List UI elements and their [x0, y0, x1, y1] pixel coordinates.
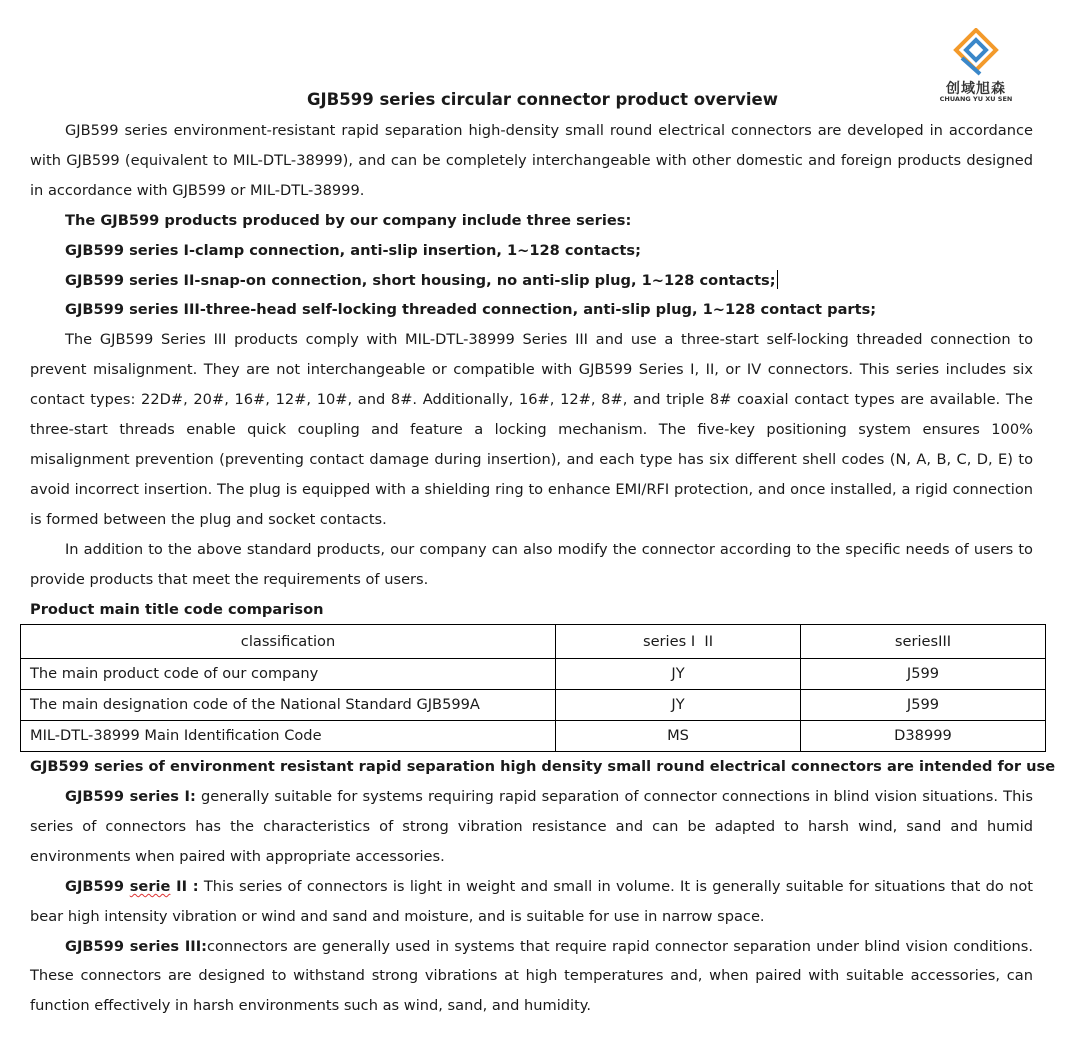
usage-series-3-text: connectors are generally used in systems that require rapid connector separation under blind vision conditions. These connectors are designed to withstand strong vibrations at high temperatures and, when paired with suitable accessories, can function effectively in harsh environments such as wind, sand, and humidity. [30, 937, 1033, 1015]
table-cell: J599 [801, 690, 1046, 721]
table-cell: D38999 [801, 721, 1046, 752]
usage-series-1 [30, 782, 1033, 872]
usage-series-1-text: generally suitable for systems requiring rapid separation of connector connections in blind vision situations. This series of connectors has the characteristics of strong vibration resistance and can be adapted to harsh wind, sand and humid environments when paired with appropriate accessories. [30, 788, 1033, 865]
usage-series-3-label: GJB599 series III: [65, 937, 207, 955]
table-cell: JY [556, 690, 801, 721]
series-item-2-text: GJB599 series II-snap-on connection, short housing, no anti-slip plug, 1~128 contacts; [65, 271, 776, 289]
table-cell: MIL-DTL-38999 Main Identification Code [21, 721, 556, 752]
logo-diamond-icon [952, 28, 1000, 78]
usage-series-2 [30, 872, 1033, 932]
table-cell: The main designation code of the National Standard GJB599A [21, 690, 556, 721]
document-title: GJB599 series circular connector product overview [307, 90, 778, 109]
series-item-1: GJB599 series I-clamp connection, anti-slip insertion, 1~128 contacts; [65, 241, 641, 259]
customization-paragraph: In addition to the above standard products, our company can also modify the connector according to the specific needs of users to provide products that meet the requirements of users. [30, 540, 1033, 588]
usage-series-2-label-part: II : [170, 877, 199, 895]
table-cell: The main product code of our company [21, 659, 556, 690]
series-item-2 [30, 266, 1033, 296]
text-cursor [777, 270, 778, 289]
table-title: Product main title code comparison [30, 600, 324, 618]
table-header-cell: seriesIII [801, 625, 1046, 659]
usage-series-1-label: GJB599 series I: [65, 788, 196, 806]
table-header-cell: series I II [556, 625, 801, 659]
table-cell: JY [556, 659, 801, 690]
intro-paragraph: GJB599 series environment-resistant rapid separation high-density small round electrical connectors are developed in accordance with GJB599 (equivalent to MIL-DTL-38999), and can be completely interchangeable with other domestic and foreign products designed in accordance with GJB599 or MIL-DTL-38999. [30, 122, 1033, 199]
series3-detail-paragraph: The GJB599 Series III products comply with MIL-DTL-38999 Series III and use a three-start self-locking threaded connection to prevent misalignment. They are not interchangeable or compatible with GJB599 Series I, II, or IV connectors. This series includes six contact types: 22D#, 20#, 16#, 12#, 10#, and 8#. Additionally, 16#, 12#, 8#, and triple 8# coaxial contact types are available. The three-start threads enable quick coupling and feature a locking mechanism. The five-key positioning system ensures 100% misalignment prevention (preventing contact damage during insertion), and each type has six different shell codes (N, A, B, C, D, E) to avoid incorrect insertion. The plug is equipped with a shielding ring to enhance EMI/RFI protection, and once installed, a rigid connection is formed between the plug and socket contacts. [30, 331, 1033, 528]
series-item-3: GJB599 series III-three-head self-locking threaded connection, anti-slip plug, 1~128 contact parts; [65, 301, 877, 319]
table-row [21, 659, 1046, 690]
usage-series-2-label-part: GJB599 [65, 877, 130, 895]
usage-series-2-text: This series of connectors is light in weight and small in volume. It is generally suitable for situations that do not bear high intensity vibration or wind and sand and moisture, and is suitable for use in narrow space. [30, 877, 1034, 925]
code-comparison-table [20, 624, 1046, 752]
table-cell: J599 [801, 659, 1046, 690]
table-row [21, 721, 1046, 752]
series-heading: The GJB599 products produced by our company include three series: [65, 211, 632, 229]
logo-chinese-text: 创域旭森 [946, 81, 1006, 97]
table-cell: MS [556, 721, 801, 752]
spellcheck-marked-word: serie [129, 877, 171, 895]
document-body [30, 116, 1056, 1021]
usage-series-3 [30, 932, 1033, 1022]
usage-heading: GJB599 series of environment resistant rapid separation high density small round electrical connectors are intended for use [30, 758, 1056, 776]
table-header-row [21, 625, 1046, 659]
table-row [21, 690, 1046, 721]
table-header-cell: classification [21, 625, 556, 659]
usage-series-2-label [65, 878, 199, 895]
logo-english-text: CHUANG YU XU SEN [939, 95, 1013, 103]
